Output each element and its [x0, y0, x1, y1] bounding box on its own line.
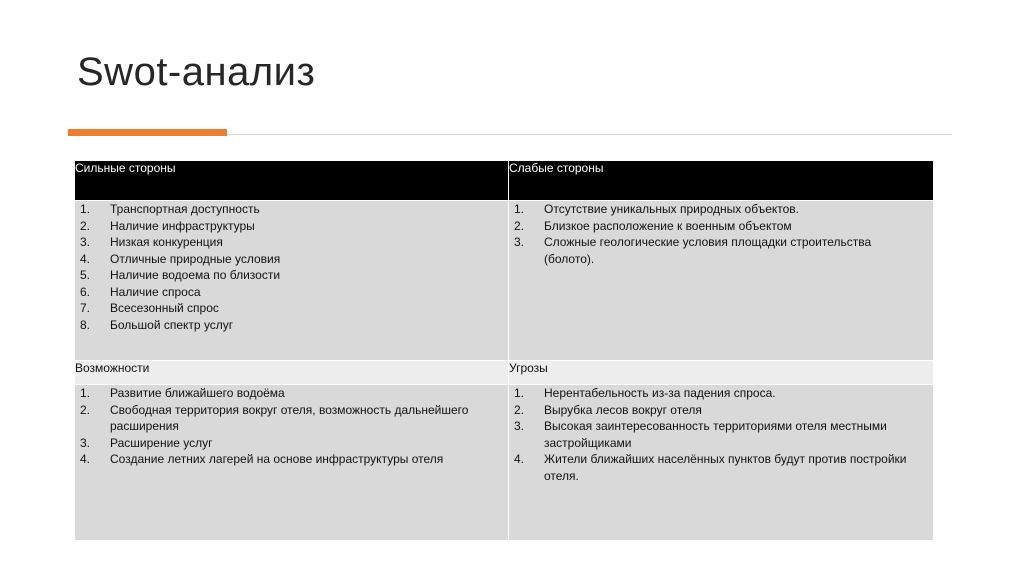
- list-item: 2. Свободная территория вокруг отеля, возможность дальнейшего расширения: [80, 402, 469, 433]
- list-item: 5. Наличие водоема по близости: [80, 268, 281, 282]
- list-item: 3. Низкая конкуренция: [80, 235, 223, 249]
- weaknesses-header: Слабые стороны: [509, 161, 934, 201]
- list-item: 6. Наличие спроса: [80, 284, 201, 299]
- list-item: 2. Близкое расположение к военным объектом: [514, 218, 792, 233]
- list-item: 3. Сложные геологические условия площадки строительства (болото).: [514, 235, 872, 266]
- opportunities-list: [75, 385, 508, 468]
- strengths-header: Сильные стороны: [75, 161, 509, 201]
- weaknesses-list: [509, 201, 933, 267]
- strengths-cell: [75, 201, 509, 361]
- swot-subheader-row: [75, 361, 934, 385]
- list-item: 8. Большой спектр услуг: [80, 317, 234, 332]
- swot-header-row: [75, 161, 934, 201]
- list-item: 4. Отличные природные условия: [80, 251, 281, 266]
- list-item: 4. Жители ближайших населённых пунктов будут против постройки отеля.: [514, 452, 907, 483]
- list-item: 1. Транспортная доступность: [80, 202, 260, 216]
- swot-row-internal: [75, 201, 934, 361]
- opportunities-header: Возможности: [75, 361, 509, 385]
- list-item: 7. Всесезонный спрос: [80, 301, 219, 315]
- title-accent-bar: [68, 129, 227, 136]
- list-item: 4. Создание летних лагерей на основе инфраструктуры отеля: [80, 452, 444, 466]
- strengths-list: [75, 201, 508, 333]
- list-item: 3. Высокая заинтересованность территориями отеля местными застройщиками: [514, 419, 887, 450]
- slide-title: Swot-анализ: [77, 50, 316, 94]
- list-item: 1. Нерентабельность из-за падения спроса.: [514, 386, 776, 400]
- swot-table: [74, 160, 934, 541]
- threats-header: Угрозы: [509, 361, 934, 385]
- weaknesses-cell: [509, 201, 934, 361]
- list-item: 3. Расширение услуг: [80, 435, 213, 450]
- opportunities-cell: [75, 385, 509, 541]
- threats-cell: [509, 385, 934, 541]
- threats-list: [509, 385, 933, 484]
- list-item: 1. Отсутствие уникальных природных объектов.: [514, 202, 799, 216]
- list-item: 2. Наличие инфраструктуры: [80, 218, 255, 233]
- list-item: 2. Вырубка лесов вокруг отеля: [514, 402, 702, 417]
- swot-row-external: [75, 385, 934, 541]
- list-item: 1. Развитие ближайшего водоёма: [80, 386, 285, 400]
